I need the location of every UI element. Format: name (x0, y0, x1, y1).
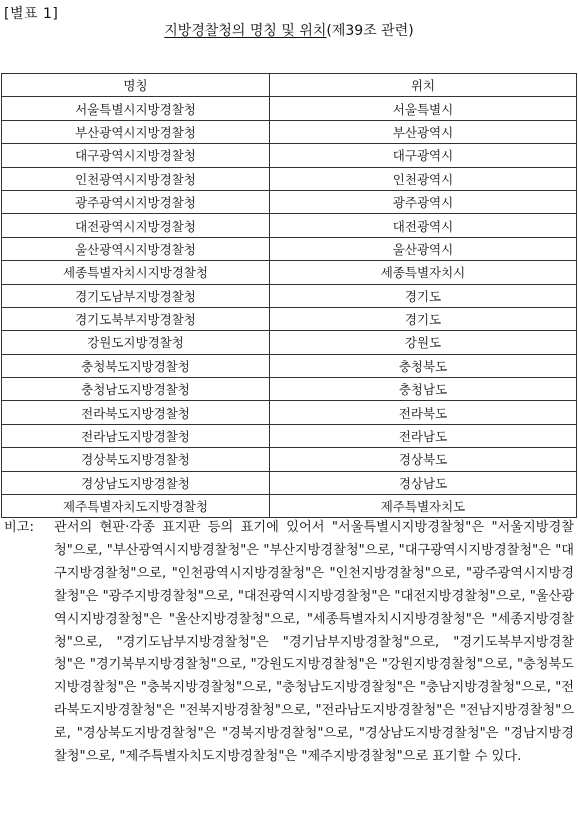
location-cell: 대전광역시 (270, 214, 577, 237)
police-agency-table (1, 73, 577, 518)
table-header-row (2, 74, 577, 97)
location-cell: 충청북도 (270, 354, 577, 377)
location-cell: 경기도 (270, 307, 577, 330)
table-row (2, 284, 577, 307)
table-row (2, 354, 577, 377)
table-row (2, 495, 577, 518)
agency-name-cell: 강원도지방경찰청 (2, 331, 270, 354)
agency-name-cell: 광주광역시지방경찰청 (2, 190, 270, 213)
location-cell: 서울특별시 (270, 97, 577, 120)
location-cell: 경상북도 (270, 448, 577, 471)
location-cell: 광주광역시 (270, 190, 577, 213)
column-header-location: 위치 (270, 74, 577, 97)
agency-name-cell: 서울특별시지방경찰청 (2, 97, 270, 120)
table-row (2, 214, 577, 237)
agency-name-cell: 제주특별자치도지방경찰청 (2, 495, 270, 518)
table-row (2, 120, 577, 143)
location-cell: 세종특별자치시 (270, 261, 577, 284)
agency-name-cell: 세종특별자치시지방경찰청 (2, 261, 270, 284)
location-cell: 강원도 (270, 331, 577, 354)
table-row (2, 97, 577, 120)
table-row (2, 307, 577, 330)
agency-name-cell: 대전광역시지방경찰청 (2, 214, 270, 237)
table-row (2, 378, 577, 401)
agency-name-cell: 경기도남부지방경찰청 (2, 284, 270, 307)
table-row (2, 424, 577, 447)
location-cell: 경상남도 (270, 471, 577, 494)
title-suffix: (제39조 관련) (326, 23, 414, 39)
agency-name-cell: 경상북도지방경찰청 (2, 448, 270, 471)
table-row (2, 448, 577, 471)
location-cell: 제주특별자치도 (270, 495, 577, 518)
agency-name-cell: 경상남도지방경찰청 (2, 471, 270, 494)
agency-name-cell: 전라북도지방경찰청 (2, 401, 270, 424)
location-cell: 전라북도 (270, 401, 577, 424)
table-row (2, 167, 577, 190)
table-row (2, 190, 577, 213)
location-cell: 충청남도 (270, 378, 577, 401)
table-row (2, 237, 577, 260)
agency-name-cell: 충청북도지방경찰청 (2, 354, 270, 377)
location-cell: 부산광역시 (270, 120, 577, 143)
agency-name-cell: 경기도북부지방경찰청 (2, 307, 270, 330)
agency-name-cell: 울산광역시지방경찰청 (2, 237, 270, 260)
document-title (0, 20, 578, 40)
table-row (2, 401, 577, 424)
agency-name-cell: 충청남도지방경찰청 (2, 378, 270, 401)
annex-label: [별표 1] (4, 6, 59, 22)
remarks (4, 517, 574, 769)
table-body (2, 97, 577, 518)
agency-name-cell: 부산광역시지방경찰청 (2, 120, 270, 143)
agency-name-cell: 대구광역시지방경찰청 (2, 144, 270, 167)
location-cell: 인천광역시 (270, 167, 577, 190)
location-cell: 대구광역시 (270, 144, 577, 167)
remarks-text: 관서의 현판·각종 표지판 등의 표기에 있어서 "서울특별시지방경찰청"은 "서울지방경찰청"으로, "부산광역시지방경찰청"은 "부산지방경찰청"으로, "대구광역시지방경찰청"은 "대구지방경찰청"으로, "인천광역시지방경찰청"은 "인천지방경찰청"으로, "광주광역시지방경찰청"은 "광주지방경찰청"으로, "대전광역시지방경찰청"은 "대전지방경찰청"으로, "울산광역시지방경찰청"은 "울산지방경찰청"으로, "세종특별자치시지방경찰청"은 "세종지방경찰청"으로, "경기도남부지방경찰청"은 "경기남부지방경찰청"으로, "경기도북부지방경찰청"은 "경기북부지방경찰청"으로, "강원도지방경찰청"은 "강원지방경찰청"으로, "충청북도지방경찰청"은 "충북지방경찰청"으로, "충청남도지방경찰청"은 "충남지방경찰청"으로, "전라북도지방경찰청"은 "전북지방경찰청"으로, "전라남도지방경찰청"은 "전남지방경찰청"으로, "경상북도지방경찰청"은 "경북지방경찰청"으로, "경상남도지방경찰청"은 "경남지방경찰청"으로, "제주특별자치도지방경찰청"은 "제주지방경찰청"으로 표기할 수 있다. (54, 520, 574, 765)
table-row (2, 471, 577, 494)
location-cell: 울산광역시 (270, 237, 577, 260)
table-row (2, 261, 577, 284)
agency-name-cell: 인천광역시지방경찰청 (2, 167, 270, 190)
column-header-name: 명칭 (2, 74, 270, 97)
table-row (2, 331, 577, 354)
location-cell: 경기도 (270, 284, 577, 307)
table-row (2, 144, 577, 167)
title-main: 지방경찰청의 명칭 및 위치 (164, 23, 327, 39)
agency-name-cell: 전라남도지방경찰청 (2, 424, 270, 447)
location-cell: 전라남도 (270, 424, 577, 447)
remarks-label: 비고: (4, 520, 34, 535)
